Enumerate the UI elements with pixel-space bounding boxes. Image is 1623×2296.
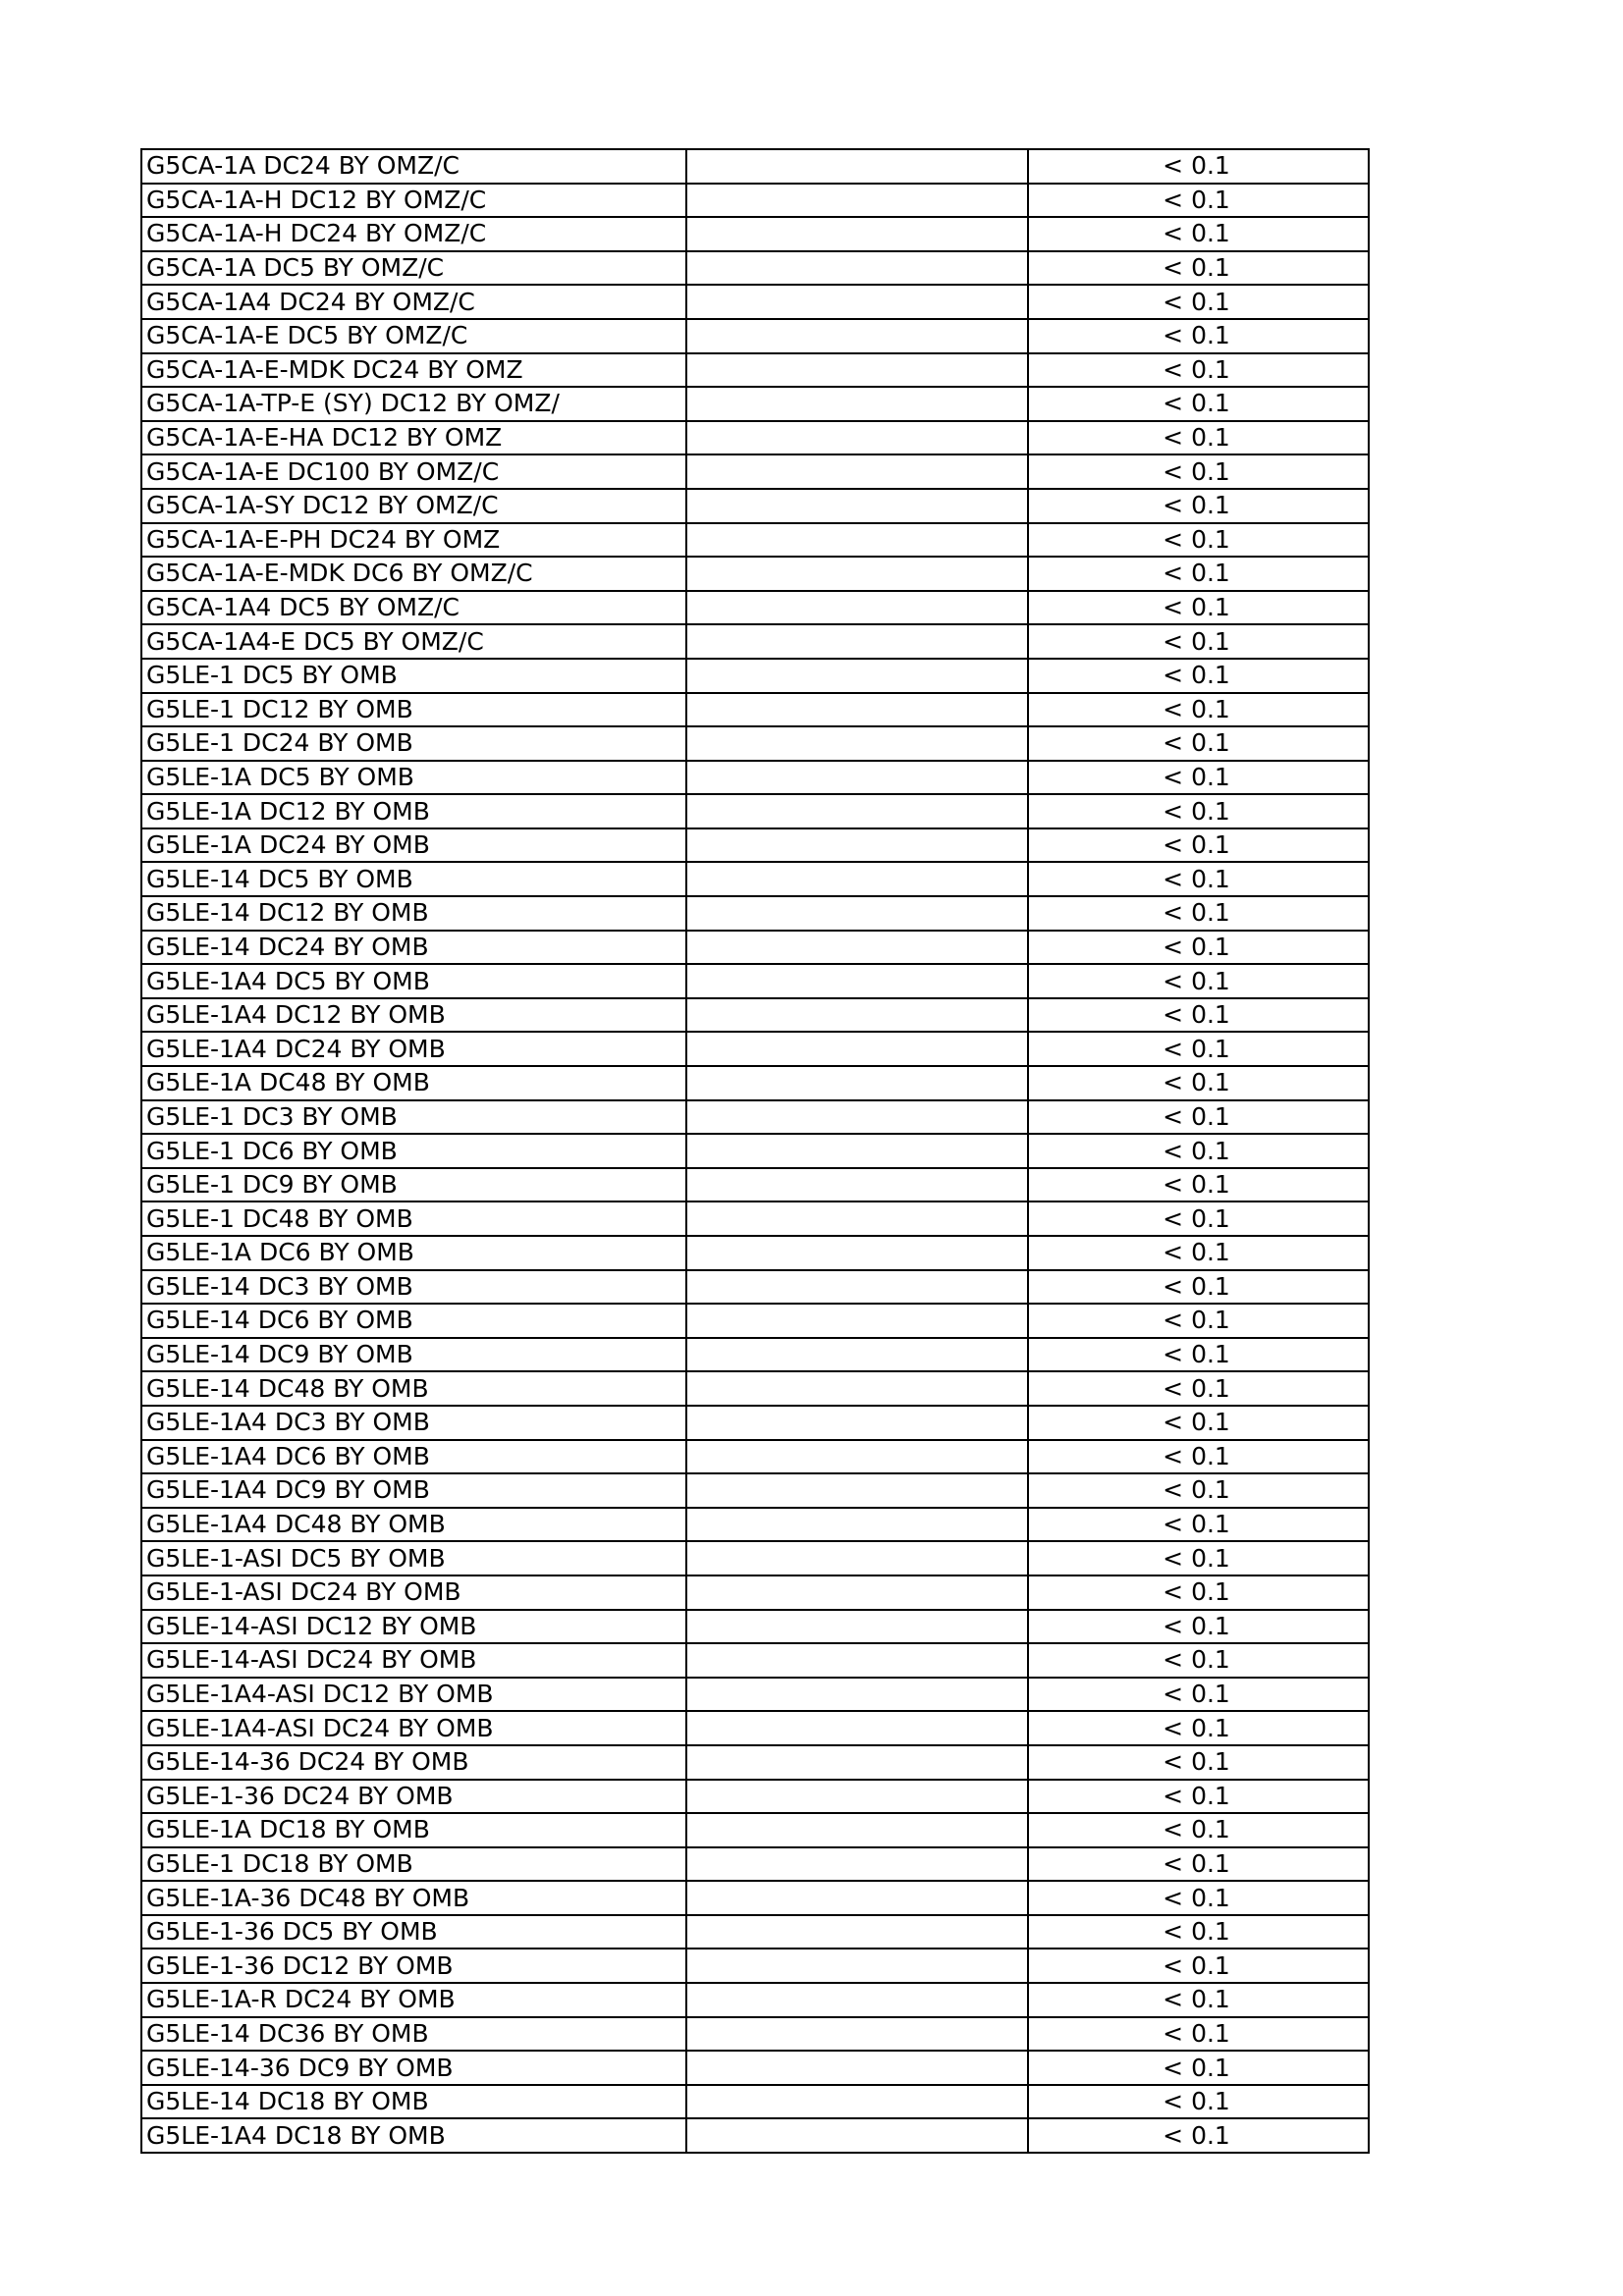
table-row <box>141 1270 1369 1305</box>
empty-cell <box>686 421 1028 455</box>
value-cell: < 0.1 <box>1028 184 1369 218</box>
table-row <box>141 693 1369 727</box>
table-row <box>141 2051 1369 2085</box>
part-number-cell: G5CA-1A-E DC100 BY OMZ/C <box>141 454 686 489</box>
part-number-cell: G5CA-1A DC24 BY OMZ/C <box>141 149 686 184</box>
empty-cell <box>686 1949 1028 1983</box>
table-row <box>141 1575 1369 1610</box>
empty-cell <box>686 353 1028 388</box>
part-number-cell: G5LE-1-36 DC24 BY OMB <box>141 1780 686 1814</box>
empty-cell <box>686 149 1028 184</box>
table-row <box>141 726 1369 761</box>
empty-cell <box>686 454 1028 489</box>
empty-cell <box>686 1983 1028 2017</box>
part-number-cell: G5LE-1-36 DC5 BY OMB <box>141 1915 686 1949</box>
table-row <box>141 659 1369 693</box>
value-cell: < 0.1 <box>1028 1915 1369 1949</box>
empty-cell <box>686 319 1028 353</box>
value-cell: < 0.1 <box>1028 319 1369 353</box>
value-cell: < 0.1 <box>1028 421 1369 455</box>
table-row <box>141 1304 1369 1338</box>
value-cell: < 0.1 <box>1028 1270 1369 1305</box>
empty-cell <box>686 2085 1028 2119</box>
empty-cell <box>686 1541 1028 1575</box>
part-number-cell: G5LE-1A4 DC48 BY OMB <box>141 1508 686 1542</box>
empty-cell <box>686 761 1028 795</box>
part-number-cell: G5LE-1A4-ASI DC12 BY OMB <box>141 1678 686 1712</box>
part-number-cell: G5LE-1A DC18 BY OMB <box>141 1813 686 1847</box>
table-row <box>141 2085 1369 2119</box>
value-cell: < 0.1 <box>1028 1711 1369 1745</box>
part-number-cell: G5CA-1A-SY DC12 BY OMZ/C <box>141 489 686 523</box>
part-number-cell: G5LE-14-ASI DC24 BY OMB <box>141 1643 686 1678</box>
empty-cell <box>686 217 1028 251</box>
empty-cell <box>686 794 1028 828</box>
table-row <box>141 523 1369 558</box>
table-row <box>141 1983 1369 2017</box>
part-number-cell: G5LE-1A DC6 BY OMB <box>141 1236 686 1270</box>
value-cell: < 0.1 <box>1028 149 1369 184</box>
part-number-cell: G5LE-14 DC5 BY OMB <box>141 862 686 896</box>
table-row <box>141 1711 1369 1745</box>
table-row <box>141 1338 1369 1372</box>
part-number-cell: G5CA-1A-E-MDK DC6 BY OMZ/C <box>141 557 686 591</box>
value-cell: < 0.1 <box>1028 1949 1369 1983</box>
table-row <box>141 1100 1369 1135</box>
part-number-cell: G5LE-1-ASI DC5 BY OMB <box>141 1541 686 1575</box>
empty-cell <box>686 1100 1028 1135</box>
table-row <box>141 149 1369 184</box>
part-number-cell: G5CA-1A-E-HA DC12 BY OMZ <box>141 421 686 455</box>
value-cell: < 0.1 <box>1028 1813 1369 1847</box>
part-number-cell: G5LE-1A DC12 BY OMB <box>141 794 686 828</box>
part-number-cell: G5LE-1A4 DC18 BY OMB <box>141 2118 686 2153</box>
value-cell: < 0.1 <box>1028 1745 1369 1780</box>
table-row <box>141 761 1369 795</box>
value-cell: < 0.1 <box>1028 1236 1369 1270</box>
value-cell: < 0.1 <box>1028 1406 1369 1440</box>
empty-cell <box>686 1440 1028 1474</box>
empty-cell <box>686 862 1028 896</box>
empty-cell <box>686 1508 1028 1542</box>
empty-cell <box>686 489 1028 523</box>
table-row <box>141 1236 1369 1270</box>
value-cell: < 0.1 <box>1028 454 1369 489</box>
empty-cell <box>686 1473 1028 1508</box>
part-number-cell: G5CA-1A-E-MDK DC24 BY OMZ <box>141 353 686 388</box>
empty-cell <box>686 659 1028 693</box>
part-number-cell: G5LE-1A DC5 BY OMB <box>141 761 686 795</box>
part-number-cell: G5LE-1A4 DC6 BY OMB <box>141 1440 686 1474</box>
empty-cell <box>686 1201 1028 1236</box>
value-cell: < 0.1 <box>1028 1575 1369 1610</box>
table-row <box>141 184 1369 218</box>
table-row <box>141 828 1369 863</box>
table-row <box>141 1541 1369 1575</box>
part-number-cell: G5LE-1 DC9 BY OMB <box>141 1168 686 1202</box>
empty-cell <box>686 2051 1028 2085</box>
table-row <box>141 998 1369 1033</box>
part-number-cell: G5LE-1A4 DC5 BY OMB <box>141 964 686 998</box>
part-number-cell: G5LE-14-ASI DC12 BY OMB <box>141 1610 686 1644</box>
part-number-cell: G5LE-1A4 DC3 BY OMB <box>141 1406 686 1440</box>
table-row <box>141 1440 1369 1474</box>
value-cell: < 0.1 <box>1028 828 1369 863</box>
part-number-cell: G5LE-14 DC36 BY OMB <box>141 2017 686 2052</box>
part-number-cell: G5LE-1A DC48 BY OMB <box>141 1066 686 1100</box>
table-row <box>141 964 1369 998</box>
value-cell: < 0.1 <box>1028 896 1369 931</box>
empty-cell <box>686 1643 1028 1678</box>
part-number-cell: G5LE-1A4 DC12 BY OMB <box>141 998 686 1033</box>
value-cell: < 0.1 <box>1028 1473 1369 1508</box>
value-cell: < 0.1 <box>1028 1643 1369 1678</box>
table-row <box>141 1745 1369 1780</box>
part-number-cell: G5CA-1A-E-PH DC24 BY OMZ <box>141 523 686 558</box>
part-number-cell: G5LE-14-36 DC24 BY OMB <box>141 1745 686 1780</box>
empty-cell <box>686 1168 1028 1202</box>
value-cell: < 0.1 <box>1028 1780 1369 1814</box>
value-cell: < 0.1 <box>1028 1541 1369 1575</box>
empty-cell <box>686 523 1028 558</box>
table-row <box>141 2118 1369 2153</box>
empty-cell <box>686 1915 1028 1949</box>
empty-cell <box>686 931 1028 965</box>
parts-table <box>140 148 1370 2154</box>
table-row <box>141 217 1369 251</box>
table-row <box>141 931 1369 965</box>
value-cell: < 0.1 <box>1028 1371 1369 1406</box>
table-row <box>141 1610 1369 1644</box>
table-row <box>141 1371 1369 1406</box>
table-row <box>141 1678 1369 1712</box>
value-cell: < 0.1 <box>1028 557 1369 591</box>
empty-cell <box>686 1236 1028 1270</box>
value-cell: < 0.1 <box>1028 1201 1369 1236</box>
part-number-cell: G5LE-1A DC24 BY OMB <box>141 828 686 863</box>
empty-cell <box>686 1371 1028 1406</box>
value-cell: < 0.1 <box>1028 624 1369 659</box>
empty-cell <box>686 1134 1028 1168</box>
empty-cell <box>686 1780 1028 1814</box>
empty-cell <box>686 285 1028 319</box>
part-number-cell: G5LE-14 DC18 BY OMB <box>141 2085 686 2119</box>
empty-cell <box>686 1066 1028 1100</box>
value-cell: < 0.1 <box>1028 1304 1369 1338</box>
table-row <box>141 591 1369 625</box>
part-number-cell: G5LE-14 DC48 BY OMB <box>141 1371 686 1406</box>
empty-cell <box>686 1881 1028 1915</box>
value-cell: < 0.1 <box>1028 1168 1369 1202</box>
part-number-cell: G5LE-1 DC5 BY OMB <box>141 659 686 693</box>
value-cell: < 0.1 <box>1028 794 1369 828</box>
value-cell: < 0.1 <box>1028 964 1369 998</box>
value-cell: < 0.1 <box>1028 1508 1369 1542</box>
value-cell: < 0.1 <box>1028 1847 1369 1882</box>
empty-cell <box>686 251 1028 286</box>
table-row <box>141 862 1369 896</box>
table-row <box>141 319 1369 353</box>
empty-cell <box>686 1032 1028 1066</box>
value-cell: < 0.1 <box>1028 489 1369 523</box>
part-number-cell: G5LE-1 DC24 BY OMB <box>141 726 686 761</box>
value-cell: < 0.1 <box>1028 1881 1369 1915</box>
value-cell: < 0.1 <box>1028 2051 1369 2085</box>
part-number-cell: G5LE-14 DC24 BY OMB <box>141 931 686 965</box>
empty-cell <box>686 1304 1028 1338</box>
part-number-cell: G5LE-14-36 DC9 BY OMB <box>141 2051 686 2085</box>
value-cell: < 0.1 <box>1028 1338 1369 1372</box>
table-row <box>141 1949 1369 1983</box>
empty-cell <box>686 557 1028 591</box>
table-row <box>141 557 1369 591</box>
table-row <box>141 1473 1369 1508</box>
value-cell: < 0.1 <box>1028 285 1369 319</box>
part-number-cell: G5CA-1A4-E DC5 BY OMZ/C <box>141 624 686 659</box>
empty-cell <box>686 1575 1028 1610</box>
empty-cell <box>686 828 1028 863</box>
table-row <box>141 1066 1369 1100</box>
empty-cell <box>686 591 1028 625</box>
part-number-cell: G5LE-1A4-ASI DC24 BY OMB <box>141 1711 686 1745</box>
value-cell: < 0.1 <box>1028 217 1369 251</box>
part-number-cell: G5LE-14 DC6 BY OMB <box>141 1304 686 1338</box>
parts-table-body <box>141 149 1369 2153</box>
empty-cell <box>686 184 1028 218</box>
empty-cell <box>686 1711 1028 1745</box>
value-cell: < 0.1 <box>1028 353 1369 388</box>
value-cell: < 0.1 <box>1028 998 1369 1033</box>
part-number-cell: G5CA-1A-E DC5 BY OMZ/C <box>141 319 686 353</box>
part-number-cell: G5LE-1 DC12 BY OMB <box>141 693 686 727</box>
table-row <box>141 1813 1369 1847</box>
empty-cell <box>686 964 1028 998</box>
value-cell: < 0.1 <box>1028 1134 1369 1168</box>
table-row <box>141 454 1369 489</box>
value-cell: < 0.1 <box>1028 1983 1369 2017</box>
table-row <box>141 1847 1369 1882</box>
part-number-cell: G5CA-1A4 DC24 BY OMZ/C <box>141 285 686 319</box>
empty-cell <box>686 1745 1028 1780</box>
value-cell: < 0.1 <box>1028 1678 1369 1712</box>
part-number-cell: G5CA-1A-TP-E (SY) DC12 BY OMZ/ <box>141 387 686 421</box>
table-row <box>141 285 1369 319</box>
value-cell: < 0.1 <box>1028 1100 1369 1135</box>
empty-cell <box>686 1270 1028 1305</box>
value-cell: < 0.1 <box>1028 387 1369 421</box>
table-row <box>141 1201 1369 1236</box>
table-row <box>141 1406 1369 1440</box>
empty-cell <box>686 1813 1028 1847</box>
table-row <box>141 794 1369 828</box>
value-cell: < 0.1 <box>1028 1066 1369 1100</box>
table-row <box>141 1134 1369 1168</box>
empty-cell <box>686 624 1028 659</box>
table-row <box>141 2017 1369 2052</box>
value-cell: < 0.1 <box>1028 1032 1369 1066</box>
empty-cell <box>686 2017 1028 2052</box>
table-row <box>141 1915 1369 1949</box>
empty-cell <box>686 726 1028 761</box>
part-number-cell: G5LE-1-36 DC12 BY OMB <box>141 1949 686 1983</box>
table-row <box>141 251 1369 286</box>
empty-cell <box>686 1847 1028 1882</box>
value-cell: < 0.1 <box>1028 693 1369 727</box>
part-number-cell: G5LE-1A4 DC24 BY OMB <box>141 1032 686 1066</box>
value-cell: < 0.1 <box>1028 251 1369 286</box>
table-row <box>141 353 1369 388</box>
value-cell: < 0.1 <box>1028 523 1369 558</box>
part-number-cell: G5CA-1A DC5 BY OMZ/C <box>141 251 686 286</box>
table-row <box>141 387 1369 421</box>
table-row <box>141 421 1369 455</box>
value-cell: < 0.1 <box>1028 2085 1369 2119</box>
empty-cell <box>686 387 1028 421</box>
empty-cell <box>686 2118 1028 2153</box>
part-number-cell: G5LE-14 DC3 BY OMB <box>141 1270 686 1305</box>
empty-cell <box>686 896 1028 931</box>
part-number-cell: G5CA-1A-H DC24 BY OMZ/C <box>141 217 686 251</box>
table-row <box>141 1780 1369 1814</box>
empty-cell <box>686 1610 1028 1644</box>
table-row <box>141 1643 1369 1678</box>
value-cell: < 0.1 <box>1028 1610 1369 1644</box>
part-number-cell: G5CA-1A4 DC5 BY OMZ/C <box>141 591 686 625</box>
value-cell: < 0.1 <box>1028 1440 1369 1474</box>
value-cell: < 0.1 <box>1028 862 1369 896</box>
empty-cell <box>686 1678 1028 1712</box>
value-cell: < 0.1 <box>1028 659 1369 693</box>
table-row <box>141 896 1369 931</box>
part-number-cell: G5LE-1A4 DC9 BY OMB <box>141 1473 686 1508</box>
table-row <box>141 1032 1369 1066</box>
empty-cell <box>686 998 1028 1033</box>
table-row <box>141 489 1369 523</box>
empty-cell <box>686 1406 1028 1440</box>
part-number-cell: G5LE-14 DC9 BY OMB <box>141 1338 686 1372</box>
table-row <box>141 624 1369 659</box>
part-number-cell: G5LE-1 DC6 BY OMB <box>141 1134 686 1168</box>
part-number-cell: G5LE-1A-36 DC48 BY OMB <box>141 1881 686 1915</box>
table-row <box>141 1168 1369 1202</box>
empty-cell <box>686 693 1028 727</box>
value-cell: < 0.1 <box>1028 761 1369 795</box>
part-number-cell: G5LE-1 DC18 BY OMB <box>141 1847 686 1882</box>
value-cell: < 0.1 <box>1028 591 1369 625</box>
part-number-cell: G5CA-1A-H DC12 BY OMZ/C <box>141 184 686 218</box>
part-number-cell: G5LE-1-ASI DC24 BY OMB <box>141 1575 686 1610</box>
part-number-cell: G5LE-14 DC12 BY OMB <box>141 896 686 931</box>
value-cell: < 0.1 <box>1028 2017 1369 2052</box>
table-row <box>141 1508 1369 1542</box>
value-cell: < 0.1 <box>1028 931 1369 965</box>
value-cell: < 0.1 <box>1028 2118 1369 2153</box>
value-cell: < 0.1 <box>1028 726 1369 761</box>
part-number-cell: G5LE-1A-R DC24 BY OMB <box>141 1983 686 2017</box>
empty-cell <box>686 1338 1028 1372</box>
part-number-cell: G5LE-1 DC3 BY OMB <box>141 1100 686 1135</box>
table-row <box>141 1881 1369 1915</box>
part-number-cell: G5LE-1 DC48 BY OMB <box>141 1201 686 1236</box>
